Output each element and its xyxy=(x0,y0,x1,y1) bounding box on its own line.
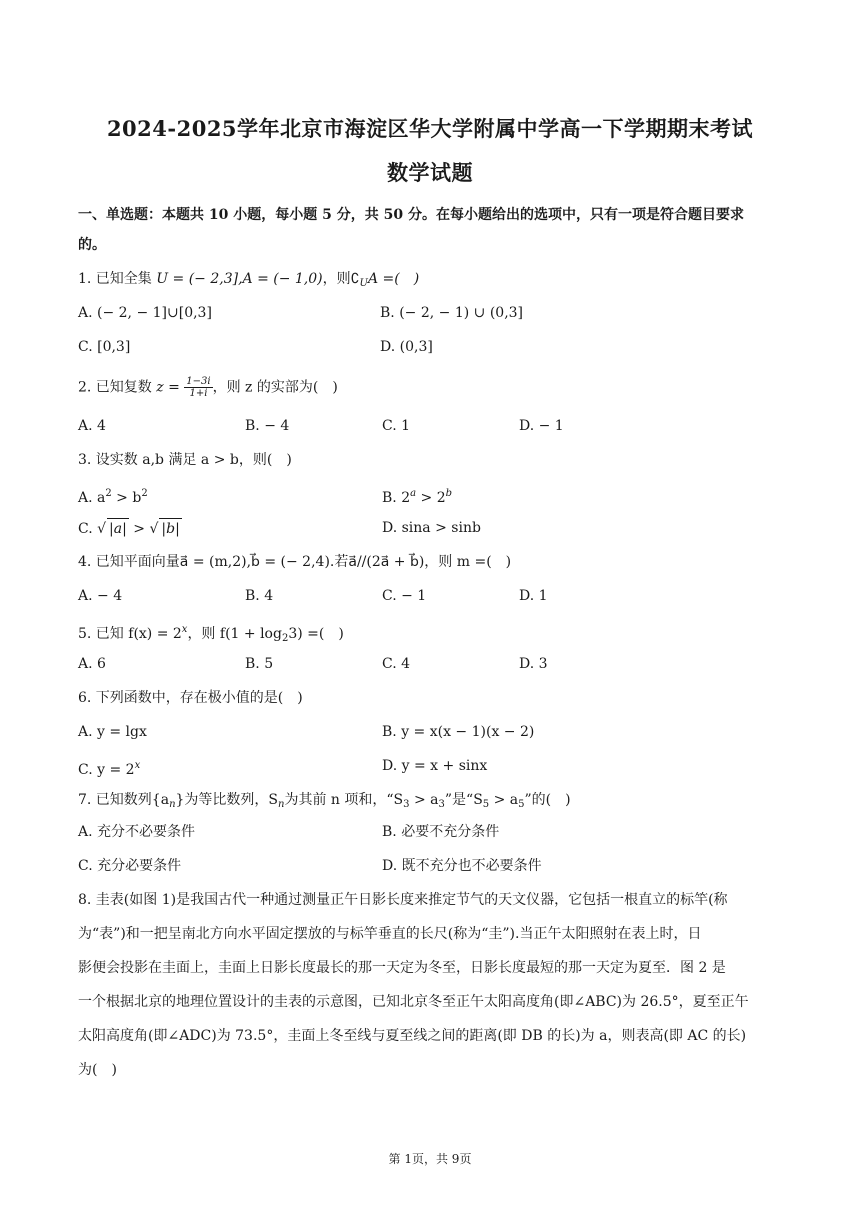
q1-prefix: 1. 已知全集 xyxy=(78,271,157,287)
q7-option-a: A. 充分不必要条件 xyxy=(78,824,196,840)
q4-option-b: B. 4 xyxy=(245,588,274,604)
q4-option-d: D. 1 xyxy=(519,588,548,604)
q7-option-b: B. 必要不充分条件 xyxy=(382,824,500,840)
q2-fraction xyxy=(184,376,212,399)
question-5: 5. 已知 $f(x) = 2^x$，则 $f(1 + \log_23)$ =( ) xyxy=(78,624,344,644)
q2-denominator: 1+i xyxy=(189,388,208,399)
q1-sets: U = (− 2,3],A = (− 1,0) xyxy=(156,271,323,287)
q2-option-c: C. 1 xyxy=(382,418,411,434)
page-footer: 第 1页，共 9页 xyxy=(388,1152,472,1166)
q3-option-a: A. $a^2 > b^2$ xyxy=(78,488,148,506)
q5-option-a: A. 6 xyxy=(78,656,106,672)
q5-option-b: B. 5 xyxy=(245,656,274,672)
q1-option-d: D. (0,3] xyxy=(380,339,433,355)
exam-subtitle: 数学试题 xyxy=(387,160,473,185)
question-6: 6. 下列函数中，存在极小值的是( ) xyxy=(78,690,303,706)
q6-option-d: D. y = x + sinx xyxy=(382,758,488,774)
section-header-cont: 的。 xyxy=(78,237,106,253)
question-8-line-3: 影便会投影在圭面上，圭面上日影长度最长的那一天定为冬至，日影长度最短的那一天定为夏至．图 2 是 xyxy=(78,960,726,976)
question-2 xyxy=(78,376,338,399)
q6-option-b: B. y = x(x − 1)(x − 2) xyxy=(382,724,535,740)
q7-option-c: C. 充分必要条件 xyxy=(78,858,182,874)
q1-option-b: B. (− 2, − 1) ∪ (0,3] xyxy=(380,305,524,321)
q2-z: z = xyxy=(156,379,180,396)
question-8-line-5: 太阳高度角(即∠ADC)为 73.5°，圭面上冬至线与夏至线之间的距离(即 DB 的长)为 a，则表高(即 AC 的长) xyxy=(78,1028,747,1044)
q3-option-c: C. √ |a| > √ |b| xyxy=(78,518,182,539)
q5-option-c: C. 4 xyxy=(382,656,411,672)
question-8-line-6: 为( ) xyxy=(78,1062,117,1078)
q7-option-d: D. 既不充分也不必要条件 xyxy=(382,858,542,874)
q1-complement-sub: U xyxy=(359,278,368,289)
q2-option-a: A. 4 xyxy=(78,418,106,434)
q1-option-c: C. [0,3] xyxy=(78,339,131,355)
q1-option-a: A. (− 2, − 1]∪[0,3] xyxy=(78,305,212,321)
q2-option-b: B. − 4 xyxy=(245,418,290,434)
q6-option-c: C. $y = 2^x$ xyxy=(78,760,141,778)
question-8-line-1: 8. 圭表(如图 1)是我国古代一种通过测量正午日影长度来推定节气的天文仪器，它包括一根直立的标竿(称 xyxy=(78,892,728,908)
q3-option-d: D. sina > sinb xyxy=(382,520,481,536)
q2-prefix: 2. 已知复数 xyxy=(78,379,157,396)
question-8-line-4: 一个根据北京的地理位置设计的圭表的示意图，已知北京冬至正午太阳高度角(即∠ABC)为 26.5°，夏至正午 xyxy=(78,994,749,1010)
question-4: 4. 已知平面向量a⃗ = (m,2),b⃗ = (− 2,4).若a⃗//(2a⃗ + b⃗)，则 m =( ) xyxy=(78,554,512,570)
q2-numerator: 1−3i xyxy=(186,376,211,387)
section-header: 一、单选题：本题共 10 小题，每小题 5 分，共 50 分。在每小题给出的选项中，只有一项是符合题目要求 xyxy=(78,207,744,223)
q2-option-d: D. − 1 xyxy=(519,418,564,434)
q6-option-a: A. y = lgx xyxy=(78,724,147,740)
q4-option-a: A. − 4 xyxy=(78,588,123,604)
q2-tail: ，则 z 的实部为( ) xyxy=(212,379,338,396)
question-3: 3. 设实数 a,b 满足 a > b，则( ) xyxy=(78,452,292,468)
q1-mid: ，则 xyxy=(322,271,351,287)
question-8-line-2: 为“表”)和一把呈南北方向水平固定摆放的与标竿垂直的长尺(称为“圭”).当正午太阳照射在表上时，日 xyxy=(78,926,702,942)
q5-option-d: D. 3 xyxy=(519,656,548,672)
q1-complement: ∁ xyxy=(350,271,360,287)
question-7: 7. 已知数列$\{a_n\}$为等比数列，$S_n$为其前 n 项和，“$S_3 > a_3$”是“$S_5 > a_5$”的( ) xyxy=(78,792,571,810)
q1-tail: A =( ) xyxy=(367,271,420,287)
q4-option-c: C. − 1 xyxy=(382,588,427,604)
exam-title: 2024-2025学年北京市海淀区华大学附属中学高一下学期期末考试 xyxy=(106,116,754,141)
q3-option-b: B. $2^a > 2^b$ xyxy=(382,488,453,506)
question-1 xyxy=(78,269,419,294)
